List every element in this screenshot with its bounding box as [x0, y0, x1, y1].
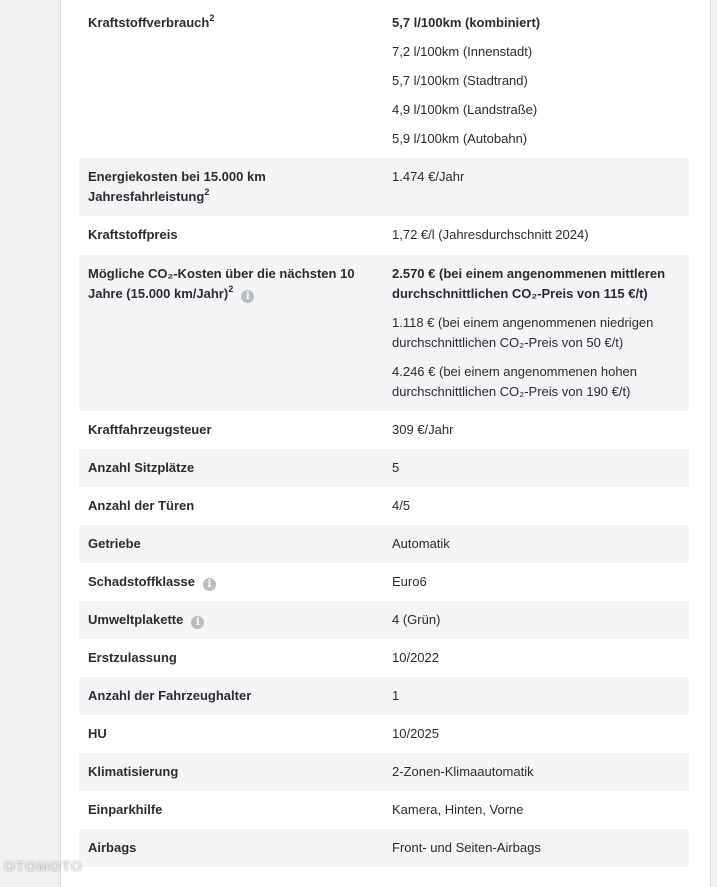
row-label [88, 610, 392, 630]
row-label [88, 572, 392, 592]
row-label [88, 225, 392, 245]
table-row [79, 639, 689, 677]
table-row [79, 753, 689, 791]
row-label [88, 800, 392, 820]
watermark: OTOMOTO [4, 858, 83, 874]
vehicle-details-card [60, 0, 711, 887]
vehicle-details-table [79, 7, 689, 867]
row-label [88, 762, 392, 782]
table-row [79, 7, 689, 158]
row-values [392, 572, 680, 592]
row-label-text: Klimatisierung [88, 764, 179, 779]
row-values [392, 686, 680, 706]
row-label-text: Einparkhilfe [88, 802, 163, 817]
row-label-text: HU [88, 726, 107, 741]
row-value: 2-Zonen-Klimaautomatik [392, 764, 534, 779]
row-label [88, 458, 392, 478]
table-row [79, 411, 689, 449]
row-values [392, 458, 680, 478]
row-value: 1.474 €/Jahr [392, 169, 465, 184]
row-value: 1,72 €/l (Jahresdurchschnitt 2024) [392, 227, 589, 242]
row-value: 10/2022 [392, 650, 439, 665]
row-value: 5,7 l/100km (Stadtrand) [392, 73, 528, 88]
row-values [392, 800, 680, 820]
row-label-text: Kraftfahrzeugsteuer [88, 422, 212, 437]
row-label [88, 167, 392, 207]
row-values [392, 762, 680, 782]
table-row [79, 563, 689, 601]
row-value: 1 [392, 688, 400, 703]
row-values [392, 648, 680, 668]
table-row [79, 525, 689, 563]
row-value: 10/2025 [392, 726, 439, 741]
row-value: 7,2 l/100km (Innenstadt) [392, 44, 533, 59]
row-label [88, 13, 392, 149]
row-values [392, 420, 680, 440]
footnote-marker: 2 [209, 13, 215, 23]
info-icon[interactable]: i [191, 616, 204, 629]
row-values [392, 225, 680, 245]
footnote-marker: 2 [204, 187, 210, 197]
row-value: 4,9 l/100km (Landstraße) [392, 102, 538, 117]
table-row [79, 158, 689, 216]
row-values [392, 496, 680, 516]
row-label-text: Anzahl der Fahrzeughalter [88, 688, 252, 703]
row-label-text: Umweltplakette [88, 612, 184, 627]
footnote-marker: 2 [228, 284, 234, 294]
row-values [392, 724, 680, 744]
row-value: Euro6 [392, 574, 427, 589]
row-label [88, 264, 392, 402]
row-label-text: Kraftstoffpreis [88, 227, 178, 242]
row-value: Automatik [392, 536, 450, 551]
row-value: 4 (Grün) [392, 612, 441, 627]
table-row [79, 216, 689, 255]
row-value: Front- und Seiten-Airbags [392, 840, 541, 855]
table-row [79, 449, 689, 487]
row-values [392, 264, 680, 402]
row-label [88, 648, 392, 668]
row-label-text: Erstzulassung [88, 650, 177, 665]
row-label [88, 838, 392, 858]
table-row [79, 677, 689, 715]
row-label [88, 686, 392, 706]
row-label-text: Anzahl Sitzplätze [88, 460, 195, 475]
row-label-text: Getriebe [88, 536, 141, 551]
row-label-text: Airbags [88, 840, 137, 855]
info-icon[interactable]: i [241, 290, 254, 303]
row-value: 309 €/Jahr [392, 422, 454, 437]
row-values [392, 534, 680, 554]
row-label-text: Schadstoffklasse [88, 574, 195, 589]
info-icon[interactable]: i [203, 578, 216, 591]
row-values [392, 167, 680, 207]
table-row [79, 829, 689, 867]
table-row [79, 791, 689, 829]
row-label [88, 496, 392, 516]
row-value: 2.570 € (bei einem angenommenen mittleren durchschnittlichen CO₂-Preis von 115 €/t) [392, 266, 666, 301]
row-value: 4/5 [392, 498, 411, 513]
row-label-text: Mögliche CO₂-Kosten über die nächsten 10 Jahre (15.000 km/Jahr) [88, 266, 355, 301]
table-row [79, 601, 689, 639]
table-row [79, 255, 689, 411]
row-label [88, 724, 392, 744]
row-label [88, 534, 392, 554]
table-row [79, 487, 689, 525]
row-label-text: Anzahl der Türen [88, 498, 195, 513]
row-label-text: Energiekosten bei 15.000 km Jahresfahrleistung [88, 169, 266, 204]
row-values [392, 838, 680, 858]
row-values [392, 13, 680, 149]
row-label [88, 420, 392, 440]
table-row [79, 715, 689, 753]
row-values [392, 610, 680, 630]
row-value: 1.118 € (bei einem angenommenen niedrigen durchschnittlichen CO₂-Preis von 50 €/t) [392, 315, 654, 350]
row-value: Kamera, Hinten, Vorne [392, 802, 524, 817]
row-value: 5,9 l/100km (Autobahn) [392, 131, 528, 146]
row-label-text: Kraftstoffverbrauch [88, 15, 210, 30]
row-value: 4.246 € (bei einem angenommenen hohen durchschnittlichen CO₂-Preis von 190 €/t) [392, 364, 638, 399]
row-value: 5,7 l/100km (kombiniert) [392, 15, 541, 30]
row-value: 5 [392, 460, 400, 475]
